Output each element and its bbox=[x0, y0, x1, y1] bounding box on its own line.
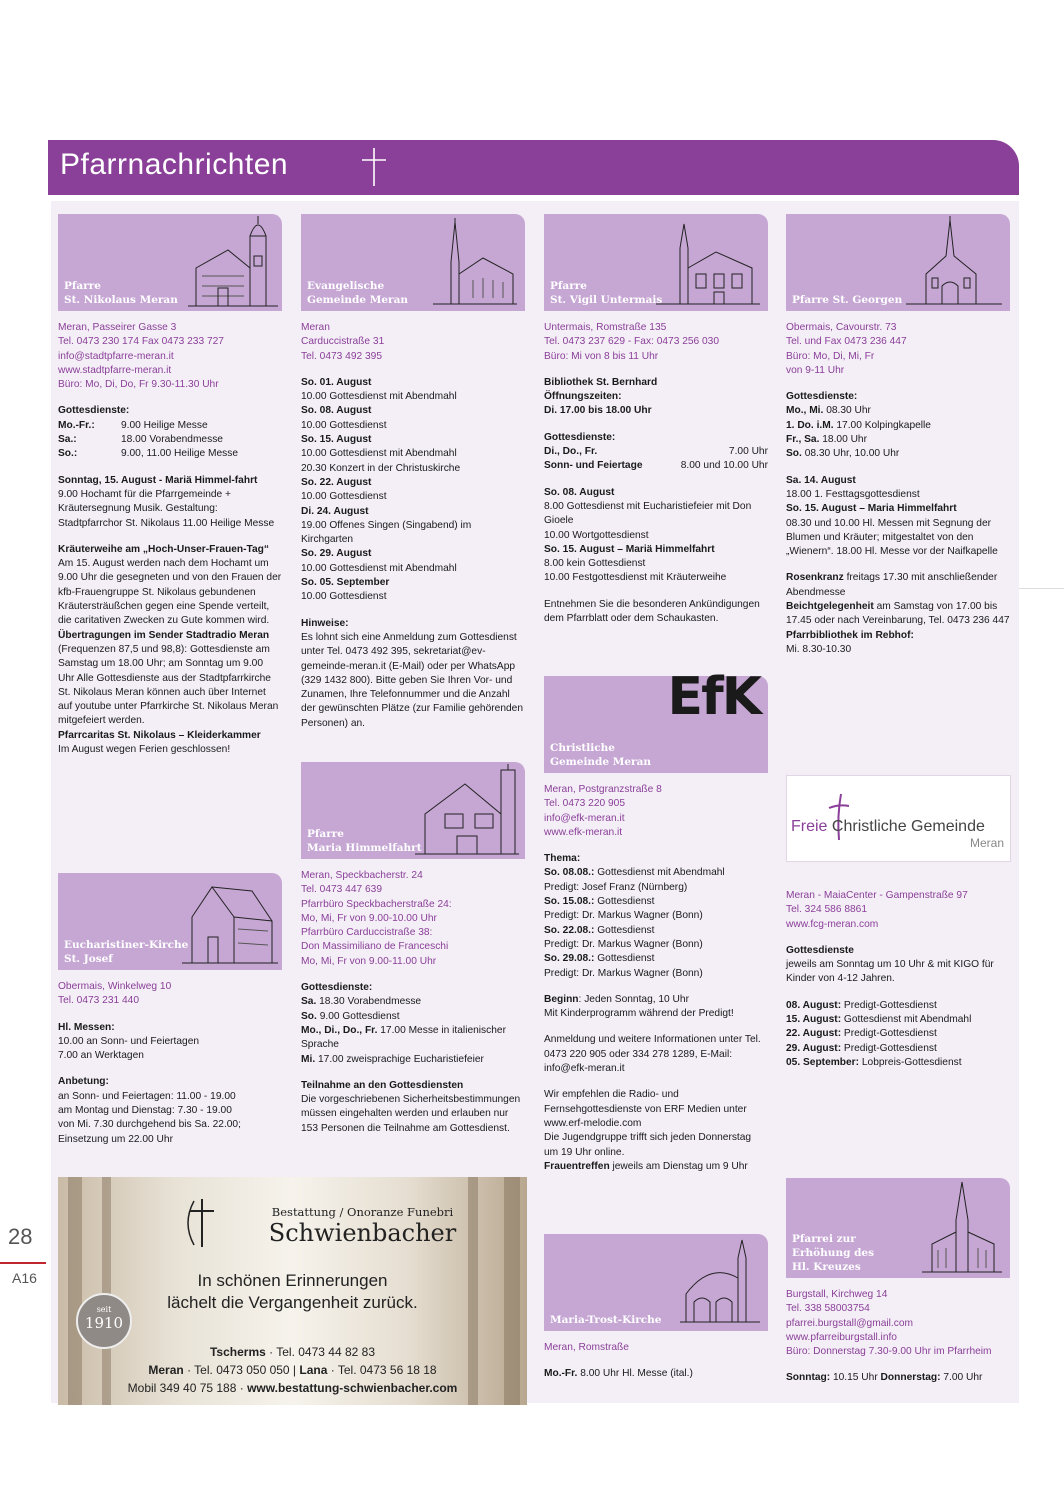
adoration-time: Einsetzung um 22.00 Uhr bbox=[58, 1133, 173, 1145]
address-block bbox=[786, 1288, 1010, 1359]
participation-text: Die vorgeschriebenen Sicherheitsbestimmungen müssen eingehalten werden und erlauben nur 153 Personen die Teilnahme am Gottesdienst. bbox=[301, 1094, 521, 1134]
phone: · Tel. 0473 56 18 18 bbox=[327, 1363, 437, 1377]
services bbox=[786, 390, 1010, 461]
day: 1. Do. i.M. bbox=[786, 419, 834, 431]
mass-time: 7.00 an Werktagen bbox=[58, 1050, 144, 1062]
address-block bbox=[544, 783, 768, 840]
column-3-lower bbox=[544, 1234, 768, 1382]
women-text: jeweils am Dienstag um 9 Uhr bbox=[609, 1160, 748, 1172]
phone-line: Tel. 338 58003754 bbox=[786, 1303, 870, 1315]
address-block bbox=[58, 980, 282, 1009]
day: Mi. bbox=[301, 1053, 316, 1065]
service-list bbox=[786, 999, 1010, 1070]
church-icon bbox=[433, 218, 517, 308]
service-date: So. 08. August bbox=[301, 405, 372, 417]
card-label: St. Nikolaus Meran bbox=[64, 294, 178, 306]
time: 9.00 Heilige Messe bbox=[121, 419, 208, 431]
herb-notice bbox=[58, 543, 282, 757]
mass-time: 10.00 an Sonn- und Feiertagen bbox=[58, 1035, 200, 1047]
topic-date: So. 29.08.: bbox=[544, 953, 595, 965]
topic-preacher: Predigt: Dr. Markus Wagner (Bonn) bbox=[544, 910, 703, 922]
address-line: Carduccistraße 31 bbox=[301, 336, 385, 348]
church-icon bbox=[922, 1180, 1002, 1276]
start-info bbox=[544, 993, 768, 1022]
feast-notice bbox=[786, 474, 1010, 560]
service-date: Di. 24. August bbox=[301, 505, 369, 517]
services-title: Gottesdienste bbox=[786, 944, 854, 956]
day: Di., Do., Fr. bbox=[544, 446, 598, 458]
location: Tscherms bbox=[209, 1345, 266, 1359]
office-hours: Büro: Mo, Di, Mi, Fr bbox=[786, 350, 875, 362]
start-label: Beginn bbox=[544, 993, 579, 1005]
cross-icon bbox=[360, 146, 388, 188]
parish-card-st-vigil bbox=[544, 214, 768, 311]
other-notices bbox=[786, 571, 1010, 657]
church-icon bbox=[680, 1238, 760, 1326]
funeral-advertisement bbox=[58, 1177, 527, 1405]
card-label: Hl. Kreuzes bbox=[792, 1261, 861, 1273]
rosary-label: Rosenkranz bbox=[786, 572, 844, 584]
services-title: Gottesdienste: bbox=[544, 431, 616, 443]
service-date: So. 15. August – Mariä Himmelfahrt bbox=[544, 543, 715, 555]
notice-text: Im August wegen Ferien geschlossen! bbox=[58, 744, 231, 756]
card-label: Maria Himmelfahrt bbox=[307, 842, 422, 854]
service-text: 10.00 Gottesdienst bbox=[301, 419, 387, 431]
time: 10.15 Uhr bbox=[830, 1372, 881, 1384]
card-label: Pfarrei zur bbox=[792, 1233, 856, 1245]
address-block bbox=[786, 321, 1010, 378]
church-icon bbox=[906, 216, 1002, 308]
notice-text: Am 15. August werden nach dem Hochamt um 9.00 Uhr die gesegneten und von den Frauen der kfb-Frauengruppe St. Nikolaus gebundenen Kräutersträußchen gegen eine Spende verteilt, die caritativen Zwecken zu Gute kommen wird. bbox=[58, 558, 282, 627]
card-label: St. Vigil Untermais bbox=[550, 294, 663, 306]
notice-text: 9.00 Hochamt für die Pfarrgemeinde + Kräutersegnung Musik. Gestaltung: Stadtpfarrchor St. Nikolaus 11.00 Heilige Messe bbox=[58, 488, 275, 529]
ad-company-name: Schwienbacher bbox=[268, 1219, 457, 1247]
phone-line: Tel. 0473 237 629 - Fax: 0473 256 030 bbox=[544, 336, 720, 348]
library-title: Pfarrbibliothek im Rebhof: bbox=[786, 629, 914, 641]
adoration-time: von Mi. 7.30 durchgehend bis Sa. 22.00; bbox=[58, 1119, 241, 1131]
ad-tagline: In schönen Erinnerungen bbox=[197, 1271, 388, 1290]
participation bbox=[301, 1079, 525, 1136]
fcg-logo bbox=[786, 775, 1011, 862]
day: Sonn- und Feiertage bbox=[544, 460, 643, 472]
column-3-middle bbox=[544, 667, 768, 1174]
card-label: Eucharistiner-Kirche bbox=[64, 939, 189, 951]
column-3 bbox=[544, 214, 768, 626]
topic-text: Gottesdienst mit Abendmahl bbox=[597, 867, 725, 879]
phone-line: Tel. 0473 230 174 Fax 0473 233 727 bbox=[58, 336, 224, 348]
church-icon bbox=[182, 877, 278, 967]
time: 08.30 Uhr bbox=[823, 405, 871, 417]
service-date: 15. August: bbox=[786, 1014, 842, 1026]
start-text: : Jeden Sonntag, 10 Uhr bbox=[578, 993, 689, 1005]
services bbox=[786, 944, 1010, 987]
website-link[interactable]: www.pfarreiburgstall.info bbox=[786, 1331, 897, 1343]
notice-text: 18.00 1. Festtagsgottesdienst bbox=[786, 488, 920, 500]
more-info bbox=[544, 1088, 768, 1174]
service-text: 10.00 Gottesdienst mit Abendmahl bbox=[301, 391, 457, 403]
page-code: A16 bbox=[12, 1270, 37, 1286]
office-hours: Mo, Mi, Fr von 9.00-10.00 Uhr bbox=[301, 912, 437, 924]
email-link[interactable]: info@efk-meran.it bbox=[544, 812, 625, 824]
phone-line: Tel. und Fax 0473 236 447 bbox=[786, 336, 907, 348]
address-line: Meran, Romstraße bbox=[544, 1342, 629, 1353]
services-title: Gottesdienste: bbox=[786, 391, 858, 403]
phone-line: Tel. 324 586 8861 bbox=[786, 904, 868, 916]
topic-text: Gottesdienst bbox=[597, 953, 655, 965]
service-date: 29. August: bbox=[786, 1042, 842, 1054]
office-line: Pfarrbüro Speckbacherstraße 24: bbox=[301, 898, 452, 910]
library-title: Bibliothek St. Bernhard bbox=[544, 376, 658, 388]
parish-card-st-nikolaus bbox=[58, 214, 282, 311]
card-label: Maria-Trost-Kirche bbox=[550, 1314, 662, 1326]
topics-title: Thema: bbox=[544, 853, 581, 865]
notice-text: 08.30 und 10.00 Hl. Messen mit Segnung der Blumen und Kräuter; mitgestaltet von den „Wienern“. 18.00 Hl. Messe vor der Naifkapelle bbox=[786, 517, 998, 558]
service-date: So. 05. September bbox=[301, 577, 390, 589]
time: 7.00 Uhr bbox=[728, 446, 768, 458]
card-label: Pfarre bbox=[307, 828, 344, 840]
parish-card-st-josef bbox=[58, 873, 282, 970]
service-date: So. 01. August bbox=[301, 376, 372, 388]
day: So. bbox=[301, 1010, 317, 1022]
service-date: So. 08. August bbox=[544, 486, 615, 498]
since-label: seit bbox=[96, 1305, 112, 1314]
phone-line: Tel. 0473 492 395 bbox=[301, 350, 383, 362]
mass-times bbox=[544, 1367, 768, 1381]
topic-date: So. 15.08.: bbox=[544, 896, 595, 908]
ad-tagline: lächelt die Vergangenheit zurück. bbox=[167, 1293, 418, 1312]
service-date: 08. August: bbox=[786, 999, 842, 1011]
card-label: Evangelische bbox=[307, 280, 385, 292]
service-text: 8.00 Gottesdienst mit Eucharistiefeier mit Don Gioele bbox=[544, 500, 752, 527]
adoration-title: Anbetung: bbox=[58, 1076, 109, 1088]
section-header bbox=[48, 140, 1019, 195]
location: Meran bbox=[148, 1363, 184, 1377]
parish-card-burgstall bbox=[786, 1178, 1010, 1278]
service-date: So. 29. August bbox=[301, 548, 372, 560]
time: 7.00 Uhr bbox=[940, 1372, 983, 1384]
notice-text: (Frequenzen 87,5 und 98,8): Gottesdienste am Samstag um 18.00 Uhr; am Sonntag um 9.00 Uhr Alle Gottesdienste aus der Stadtpfarrkirche St. Nikolaus Meran können auch über Internet auf youtube unter Pfarrkirche St. Nikolaus Meran mitgefeiert werden. bbox=[58, 643, 279, 727]
since-year: 1910 bbox=[84, 1314, 124, 1332]
time: 18.00 Uhr bbox=[819, 434, 867, 446]
service-text: Predigt-Gottesdienst bbox=[841, 1042, 937, 1054]
ad-subtitle: Bestattung / Onoranze Funebri bbox=[271, 1205, 454, 1219]
service-text: 19.00 Offenes Singen (Singabend) im Kirchgarten bbox=[301, 519, 472, 546]
recommend-text: Wir empfehlen die Radio- und Fernsehgottesdienste von ERF Medien unter www.erf-melodie.com bbox=[544, 1089, 747, 1129]
masses bbox=[58, 1021, 282, 1064]
since-badge bbox=[76, 1293, 132, 1349]
notice-title: So. 15. August – Maria Himmelfahrt bbox=[786, 503, 957, 515]
office-hours: von 9-11 Uhr bbox=[786, 364, 845, 376]
email-link[interactable]: info@stadtpfarre-meran.it bbox=[58, 350, 174, 362]
address-block bbox=[58, 321, 282, 392]
services bbox=[301, 981, 525, 1067]
card-label: St. Josef bbox=[64, 953, 113, 965]
adoration-time: an Sonn- und Feiertagen: 11.00 - 19.00 bbox=[58, 1090, 236, 1102]
website-link[interactable]: www.efk-meran.it bbox=[544, 826, 623, 838]
office-hours: Büro: Mi von 8 bis 11 Uhr bbox=[544, 350, 659, 362]
parish-card-maria-trost bbox=[544, 1234, 768, 1331]
address-line: Burgstall, Kirchweg 14 bbox=[786, 1289, 888, 1300]
services bbox=[544, 431, 768, 474]
service-text: 10.00 Gottesdienst bbox=[301, 491, 387, 503]
service-text: Predigt-Gottesdienst bbox=[841, 999, 937, 1011]
column-1 bbox=[58, 214, 282, 757]
topic-preacher: Predigt: Dr. Markus Wagner (Bonn) bbox=[544, 938, 703, 950]
topic-text: Gottesdienst bbox=[597, 896, 655, 908]
address-block bbox=[301, 869, 525, 969]
office-hours: Büro: Donnerstag 7.30-9.00 Uhr im Pfarrheim bbox=[786, 1346, 992, 1358]
column-1-lower bbox=[58, 873, 282, 1147]
service-list bbox=[301, 376, 525, 605]
time: 8.00 Uhr Hl. Messe (ital.) bbox=[577, 1368, 693, 1380]
library bbox=[544, 376, 768, 419]
notice-title: Sonntag, 15. August - Mariä Himmel-fahrt bbox=[58, 474, 258, 486]
column-4-lower bbox=[786, 1178, 1010, 1386]
phone-line: Tel. 0473 231 440 bbox=[58, 995, 140, 1007]
notice-title: Übertragungen im Sender Stadtradio Meran bbox=[58, 629, 270, 641]
location: Lana bbox=[299, 1363, 328, 1377]
service-date: So. 15. August bbox=[301, 434, 372, 446]
time: 17.00 Kolpingkapelle bbox=[833, 419, 931, 431]
day: Sonntag: bbox=[786, 1372, 831, 1384]
address-line: Obermais, Cavourstr. 73 bbox=[786, 322, 897, 333]
library-hours: Di. 17.00 bis 18.00 Uhr bbox=[544, 405, 652, 417]
service-text: 10.00 Wortgottesdienst bbox=[544, 529, 649, 541]
topic-date: So. 22.08.: bbox=[544, 924, 595, 936]
youth-text: Die Jugendgruppe trifft sich jeden Donnerstag um 19 Uhr online. bbox=[544, 1132, 752, 1158]
women-label: Frauentreffen bbox=[544, 1160, 610, 1172]
service-text: 20.30 Konzert in der Christuskirche bbox=[301, 462, 461, 474]
church-icon bbox=[656, 218, 760, 308]
adoration bbox=[58, 1075, 282, 1146]
logo-word: Christliche bbox=[831, 818, 907, 835]
time: 8.00 und 10.00 Uhr bbox=[680, 460, 768, 472]
confession-text: am Samstag von 17.00 bis 17.45 oder nach Vereinbarung, Tel. 0473 236 447 bbox=[786, 601, 1010, 627]
card-label: Erhöhung des bbox=[792, 1247, 875, 1259]
feast-notice bbox=[58, 474, 282, 531]
parish-card-maria-himmelfahrt bbox=[301, 762, 525, 859]
day: Sa. bbox=[301, 996, 317, 1008]
service-date: 22. August: bbox=[786, 1028, 842, 1040]
website-link[interactable]: www.stadtpfarre-meran.it bbox=[58, 364, 172, 376]
address-block bbox=[544, 321, 768, 364]
logo-word: Freie bbox=[791, 818, 828, 835]
logo-word: Gemeinde bbox=[911, 818, 985, 835]
phone-line: Tel. 0473 447 639 bbox=[301, 884, 383, 896]
efk-logo: EfK bbox=[667, 667, 760, 727]
card-label: Gemeinde Meran bbox=[307, 294, 409, 306]
website-link[interactable]: www.fcg-meran.com bbox=[786, 918, 879, 930]
service-text: 10.00 Gottesdienst bbox=[301, 591, 387, 603]
card-label: Pfarre bbox=[64, 280, 101, 292]
services bbox=[58, 404, 282, 461]
adoration-time: am Montag und Dienstag: 7.30 - 19.00 bbox=[58, 1105, 232, 1117]
library-hours: Mi. 8.30-10.30 bbox=[786, 643, 852, 655]
parish-card-st-georgen bbox=[786, 214, 1010, 311]
church-icon bbox=[415, 764, 519, 856]
parish-card-efk bbox=[544, 667, 768, 773]
day: Donnerstag: bbox=[880, 1372, 941, 1384]
column-2-lower bbox=[301, 762, 525, 1136]
logo-word: Meran bbox=[969, 836, 1004, 850]
time: 17.00 Messe in italienischer Sprache bbox=[301, 1024, 506, 1051]
column-4 bbox=[786, 214, 1010, 657]
topics bbox=[544, 852, 768, 981]
masses-title: Hl. Messen: bbox=[58, 1021, 115, 1033]
topic-preacher: Predigt: Josef Franz (Nürnberg) bbox=[544, 881, 688, 893]
time: 18.00 Vorabendmesse bbox=[121, 434, 223, 446]
day: Sa.: bbox=[58, 434, 77, 446]
time: 18.30 Vorabendmesse bbox=[319, 996, 422, 1008]
services-title: Gottesdienste: bbox=[58, 405, 130, 417]
address-line: Obermais, Winkelweg 10 bbox=[58, 981, 172, 992]
card-label: Gemeinde Meran bbox=[550, 756, 652, 768]
service-text: 10.00 Festgottesdienst mit Kräuterweihe bbox=[544, 572, 727, 584]
phone: · Tel. 0473 44 82 83 bbox=[265, 1345, 375, 1359]
phone: · Tel. 0473 050 050 | bbox=[183, 1363, 300, 1377]
services-text: jeweils am Sonntag um 10 Uhr & mit KIGO für Kinder von 4-12 Jahren. bbox=[786, 959, 994, 985]
day: Fr., Sa. bbox=[786, 434, 820, 446]
service-date: So. 22. August bbox=[301, 476, 372, 488]
card-label: Pfarre bbox=[550, 280, 587, 292]
address-block bbox=[786, 889, 1010, 932]
address-line: Meran, Speckbacherstr. 24 bbox=[301, 870, 423, 881]
page-title: Pfarrnachrichten bbox=[60, 148, 289, 181]
topic-preacher: Predigt: Dr. Markus Wagner (Bonn) bbox=[544, 967, 703, 979]
address-line: Meran, Passeirer Gasse 3 bbox=[58, 322, 177, 333]
page-number: 28 bbox=[8, 1224, 33, 1249]
office-hours: Büro: Mo, Di, Do, Fr 9.30-11.30 Uhr bbox=[58, 379, 219, 391]
rosary-text: freitags 17.30 mit anschließender Abendmesse bbox=[786, 572, 998, 598]
card-label: Pfarre St. Georgen bbox=[792, 294, 903, 306]
time: 17.00 zweisprachige Eucharistiefeier bbox=[318, 1053, 484, 1065]
service-text: 10.00 Gottesdienst mit Abendmahl bbox=[301, 562, 457, 574]
column-4-middle bbox=[786, 889, 1010, 1070]
church-icon bbox=[188, 216, 278, 308]
notice-title: Kräuterweihe am „Hoch-Unser-Frauen-Tag“ bbox=[58, 543, 269, 555]
phone-line: Tel. 0473 220 905 bbox=[544, 798, 626, 810]
day: So. bbox=[786, 448, 802, 460]
divider bbox=[1019, 588, 1064, 589]
notice-title: Sa. 14. August bbox=[786, 474, 856, 486]
card-label: Christliche bbox=[550, 742, 615, 754]
address-line: Untermais, Romstraße 135 bbox=[544, 322, 667, 333]
service-list bbox=[544, 486, 768, 586]
notes-title: Hinweise: bbox=[301, 617, 349, 629]
day: Mo.-Fr.: bbox=[58, 419, 95, 431]
notes-text: Es lohnt sich eine Anmeldung zum Gottesdienst unter Tel. 0473 492 395, sekretariat@ev-gemeinde-meran.it (E-Mail) oder per WhatsApp (329 1432 800). Bitte geben Sie Ihren Vor- und Zunamen, Ihre Telefonnummer und die Anzahl der gewünschten Plätze (zur Familie gehörenden Personen) an. bbox=[301, 631, 523, 729]
confession-label: Beichtgelegenheit bbox=[786, 601, 874, 613]
column-2 bbox=[301, 214, 525, 731]
service-text: Lobpreis-Gottesdienst bbox=[859, 1056, 962, 1068]
service-text: 8.00 kein Gottesdienst bbox=[544, 558, 646, 570]
time: 9.00, 11.00 Heilige Messe bbox=[121, 448, 239, 460]
office-line: Don Massimiliano de Franceschi bbox=[301, 941, 449, 953]
service-text: Predigt-Gottesdienst bbox=[841, 1028, 937, 1040]
day: So.: bbox=[58, 448, 78, 460]
service-date: 05. September: bbox=[786, 1056, 860, 1068]
day: Mo.-Fr. bbox=[544, 1368, 578, 1380]
topic-date: So. 08.08.: bbox=[544, 867, 595, 879]
address-block bbox=[301, 321, 525, 364]
start-note: Mit Kinderprogramm während der Predigt! bbox=[544, 1008, 734, 1020]
topic-text: Gottesdienst bbox=[597, 924, 655, 936]
address-line: Meran - MaiaCenter - Gampenstraße 97 bbox=[786, 890, 968, 901]
parish-card-evangelisch bbox=[301, 214, 525, 311]
address-block bbox=[544, 1341, 768, 1355]
website-link[interactable]: www.bestattung-schwienbacher.com bbox=[247, 1381, 458, 1395]
day: Mo., Di., Do., Fr. bbox=[301, 1024, 378, 1036]
registration-text: Anmeldung und weitere Informationen unter Tel. 0473 220 905 oder 334 278 1289, E-Mail: info@efk-meran.it bbox=[544, 1034, 761, 1075]
time: 9.00 Gottesdienst bbox=[319, 1010, 400, 1022]
services-title: Gottesdienste: bbox=[301, 982, 373, 994]
address-line: Meran, Postgranzstraße 8 bbox=[544, 784, 662, 795]
office-hours: Mo, Mi, Fr von 9.00-11.00 Uhr bbox=[301, 955, 437, 967]
day: Mo., Mi. bbox=[786, 405, 824, 417]
mass-times bbox=[786, 1371, 1010, 1385]
page-marker bbox=[0, 1262, 46, 1264]
office-line: Pfarrbüro Carduccistraße 38: bbox=[301, 927, 433, 939]
participation-title: Teilnahme an den Gottesdiensten bbox=[301, 1079, 464, 1091]
time: 08.30 Uhr, 10.00 Uhr bbox=[801, 448, 900, 460]
email-link[interactable]: pfarrei.burgstall@gmail.com bbox=[786, 1317, 913, 1329]
notes bbox=[301, 617, 525, 731]
service-text: 10.00 Gottesdienst mit Abendmahl bbox=[301, 448, 457, 460]
address-line: Meran bbox=[301, 322, 330, 333]
library-subtitle: Öffnungszeiten: bbox=[544, 391, 622, 403]
mobile: Mobil 349 40 75 188 · bbox=[127, 1381, 248, 1395]
notice-title: Pfarrcaritas St. Nikolaus – Kleiderkammer bbox=[58, 729, 261, 741]
note-text: Entnehmen Sie die besonderen Ankündigungen dem Pfarrblatt oder dem Schaukasten. bbox=[544, 598, 760, 625]
service-text: Gottesdienst mit Abendmahl bbox=[841, 1014, 972, 1026]
